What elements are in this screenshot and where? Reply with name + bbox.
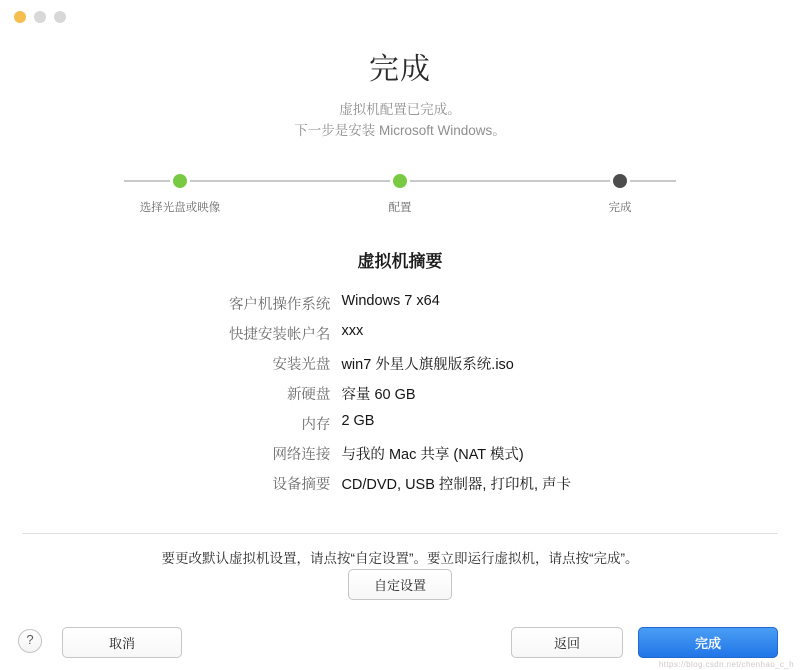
summary-key: 网络连接 <box>272 446 331 463</box>
page-subtitle-line2: 下一步是安装 Microsoft Windows。 <box>294 123 506 138</box>
progress-stepper <box>100 171 700 217</box>
summary-value: xxx <box>341 322 364 339</box>
customize-settings-button[interactable]: 自定设置 <box>348 569 452 600</box>
summary-key: 安装光盘 <box>272 356 331 373</box>
close-button[interactable] <box>14 11 26 23</box>
minimize-button[interactable] <box>34 11 46 23</box>
stepper-step-finish[interactable] <box>540 171 700 217</box>
page-title: 完成 <box>369 53 431 86</box>
summary-value: win7 外星人旗舰版系统.iso <box>341 356 514 373</box>
page-subtitle-line1: 虚拟机配置已完成。 <box>339 102 461 117</box>
window-titlebar <box>0 0 800 34</box>
footer-note: 要更改默认虚拟机设置，请点按“自定设置”。要立即运行虚拟机，请点按“完成”。 <box>161 551 639 566</box>
summary-value: 与我的 Mac 共享 (NAT 模式) <box>341 446 524 463</box>
headline-block <box>0 44 800 141</box>
traffic-light-group <box>14 11 66 23</box>
cancel-button[interactable]: 取消 <box>62 627 182 658</box>
summary-key: 设备摘要 <box>272 476 331 493</box>
table-row <box>229 348 571 378</box>
stepper-step-label: 选择光盘或映像 <box>139 202 221 214</box>
summary-value: 容量 60 GB <box>341 386 416 403</box>
vm-summary <box>0 247 800 498</box>
page-subtitle <box>0 99 800 141</box>
stepper-step-label: 配置 <box>388 202 412 214</box>
zoom-button[interactable] <box>54 11 66 23</box>
back-button[interactable]: 返回 <box>511 627 623 658</box>
table-row <box>229 378 571 408</box>
finish-button[interactable]: 完成 <box>638 627 778 658</box>
help-icon[interactable]: ? <box>18 629 42 653</box>
watermark-text: https://blog.csdn.net/chenhao_c_h <box>658 660 794 669</box>
table-row <box>229 288 571 318</box>
stepper-step-disk[interactable] <box>100 171 260 217</box>
summary-key: 客户机操作系统 <box>228 296 331 313</box>
footer-divider <box>22 533 778 534</box>
table-row <box>229 468 571 498</box>
summary-table <box>229 288 571 498</box>
step-bullet-icon <box>393 174 407 188</box>
table-row <box>229 408 571 438</box>
step-bullet-icon <box>613 174 627 188</box>
customize-button-wrap <box>0 569 800 600</box>
summary-key: 内存 <box>301 416 331 433</box>
step-bullet-icon <box>173 174 187 188</box>
table-row <box>229 438 571 468</box>
summary-value: 2 GB <box>341 412 375 429</box>
summary-key: 新硬盘 <box>286 386 331 403</box>
summary-heading: 虚拟机摘要 <box>357 252 443 271</box>
stepper-step-configure[interactable] <box>320 171 480 217</box>
summary-value: CD/DVD, USB 控制器, 打印机, 声卡 <box>341 476 572 493</box>
summary-key: 快捷安装帐户名 <box>228 326 331 343</box>
table-row <box>229 318 571 348</box>
summary-value: Windows 7 x64 <box>341 292 440 309</box>
stepper-step-label: 完成 <box>608 202 632 214</box>
